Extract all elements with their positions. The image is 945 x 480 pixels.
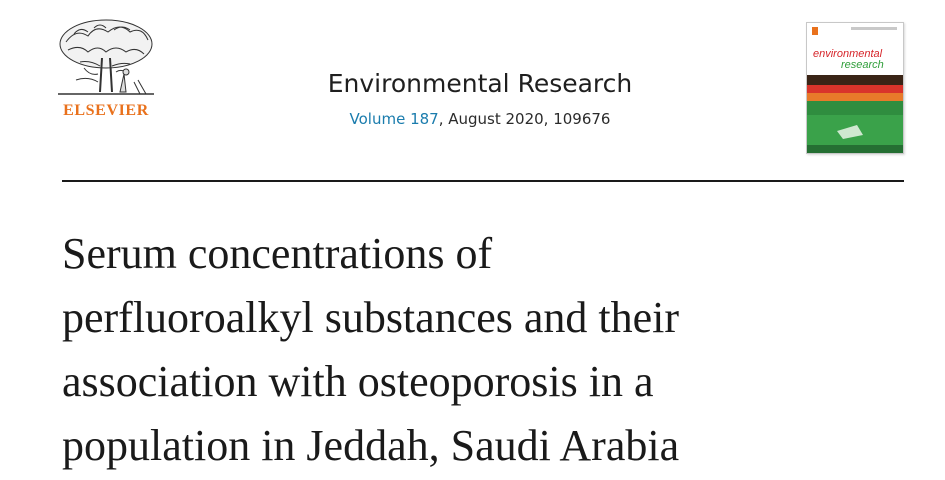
elsevier-tree-icon [54,18,158,100]
article-title-line: Serum concentrations of [62,229,493,278]
header-divider [62,180,904,182]
issue-info [230,110,730,128]
cover-title-line1: environmental [813,48,883,60]
journal-cover[interactable] [806,22,904,154]
journal-title[interactable]: Environmental Research [327,69,633,98]
issue-details: , August 2020, 109676 [438,110,611,128]
article-title-line: association with osteoporosis in a [62,357,654,406]
article-title-line: perfluoroalkyl substances and their [62,293,680,342]
journal-cover-icon [807,23,903,153]
publisher-logo[interactable] [52,18,160,122]
article-title-line: population in Jeddah, Saudi Arabia [62,421,680,470]
article-title [62,222,922,478]
journal-header [230,66,730,128]
publisher-name: ELSEVIER [63,102,149,119]
volume-link[interactable]: Volume 187 [349,110,439,128]
cover-title-line2: research [841,59,884,71]
